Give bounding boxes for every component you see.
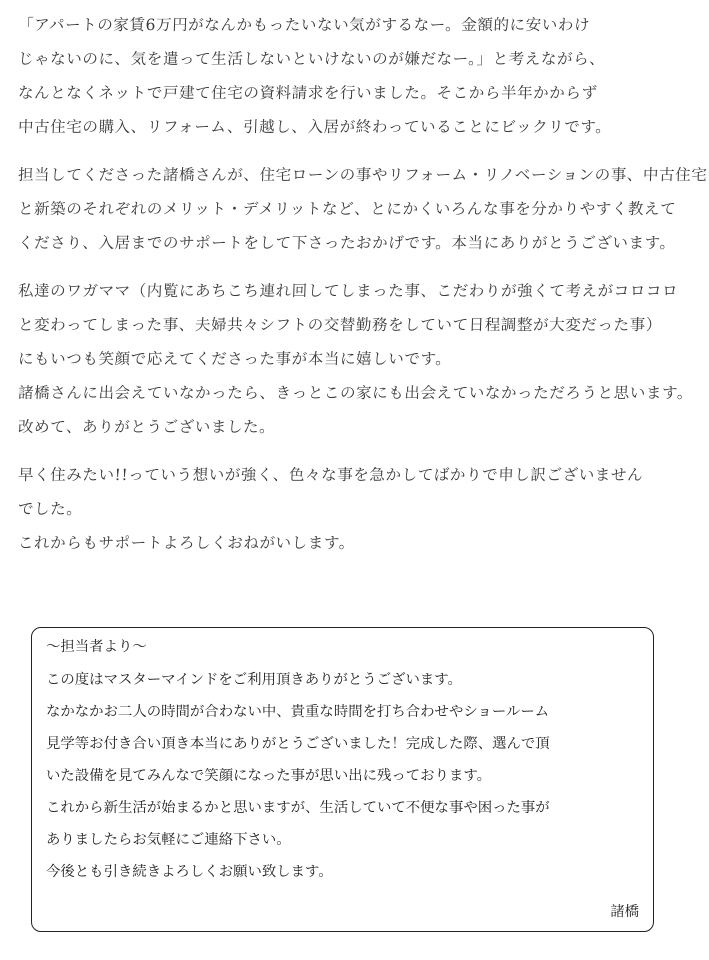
letter-line: と変わってしまった事、夫婦共々シフトの交替勤務をしていて日程調整が大変だった事）: [17, 316, 663, 334]
staff-signature: 諸橋: [610, 904, 639, 920]
reply-line: なかなかお二人の時間が合わない中、貴重な時間を打ち合わせやショールーム: [46, 704, 550, 720]
letter-line: これからもサポートよろしくおねがいします。: [17, 534, 356, 552]
paragraph-gap: [18, 144, 698, 158]
letter-line: にもいつも笑顔で応えてくださった事が本当に嬉しいです。: [17, 350, 452, 368]
letter-line: 私達のワガママ（内覧にあちこち連れ回してしまった事、こだわりが強くて考えがコロコロ: [17, 282, 679, 300]
reply-line: 今後とも引き続きよろしくお願い致します。: [46, 864, 333, 880]
letter-line: なんとなくネットで戸建て住宅の資料請求を行いました。そこから半年かからず: [17, 84, 598, 102]
letter-line: でした。: [17, 500, 83, 518]
reply-header: 〜担当者より〜: [46, 639, 147, 655]
letter-line: 諸橋さんに出会えていなかったら、きっとこの家にも出会えていなかっただろうと思います。: [17, 384, 694, 402]
paragraph-gap: [18, 260, 698, 274]
letter-line: くださり、入居までのサポートをして下さったおかげです。本当にありがとうございます。: [17, 234, 676, 252]
letter-line: じゃないのに、気を遣って生活しないといけないのが嫌だなー。」と考えながら、: [17, 50, 606, 68]
customer-letter: [17, 8, 708, 560]
letter-line: 改めて、ありがとうございました。: [17, 418, 276, 436]
letter-line: 中古住宅の購入、リフォーム、引越し、入居が終わっていることにビックリです。: [17, 118, 612, 136]
reply-line: いた設備を見てみんなで笑顔になった事が思い出に残っております。: [46, 768, 491, 784]
reply-line: 見学等お付き合い頂き本当にありがとうございました！完成した際、選んで頂: [46, 736, 550, 752]
letter-line: 早く住みたい!!っていう想いが強く、色々な事を急かしてばかりで申し訳ございません: [17, 466, 644, 484]
reply-line: この度はマスターマインドをご利用頂きありがとうございます。: [46, 672, 462, 688]
paragraph-gap: [18, 444, 698, 458]
letter-line: 担当してくださった諸橋さんが、住宅ローンの事やリフォーム・リノベーションの事、中古住宅: [17, 166, 708, 184]
reply-line: ありましたらお気軽にご連絡下さい。: [46, 832, 291, 848]
letter-line: 「アパートの家賃6万円がなんかもったいない気がするなー。金額的に安いわけ: [17, 16, 591, 34]
letter-line: と新築のそれぞれのメリット・デメリットなど、とにかくいろんな事を分かりやすく教えて: [17, 200, 677, 218]
staff-reply-box: [31, 627, 654, 932]
reply-line: これから新生活が始まるかと思いますが、生活していて不便な事や困った事が: [46, 800, 550, 816]
